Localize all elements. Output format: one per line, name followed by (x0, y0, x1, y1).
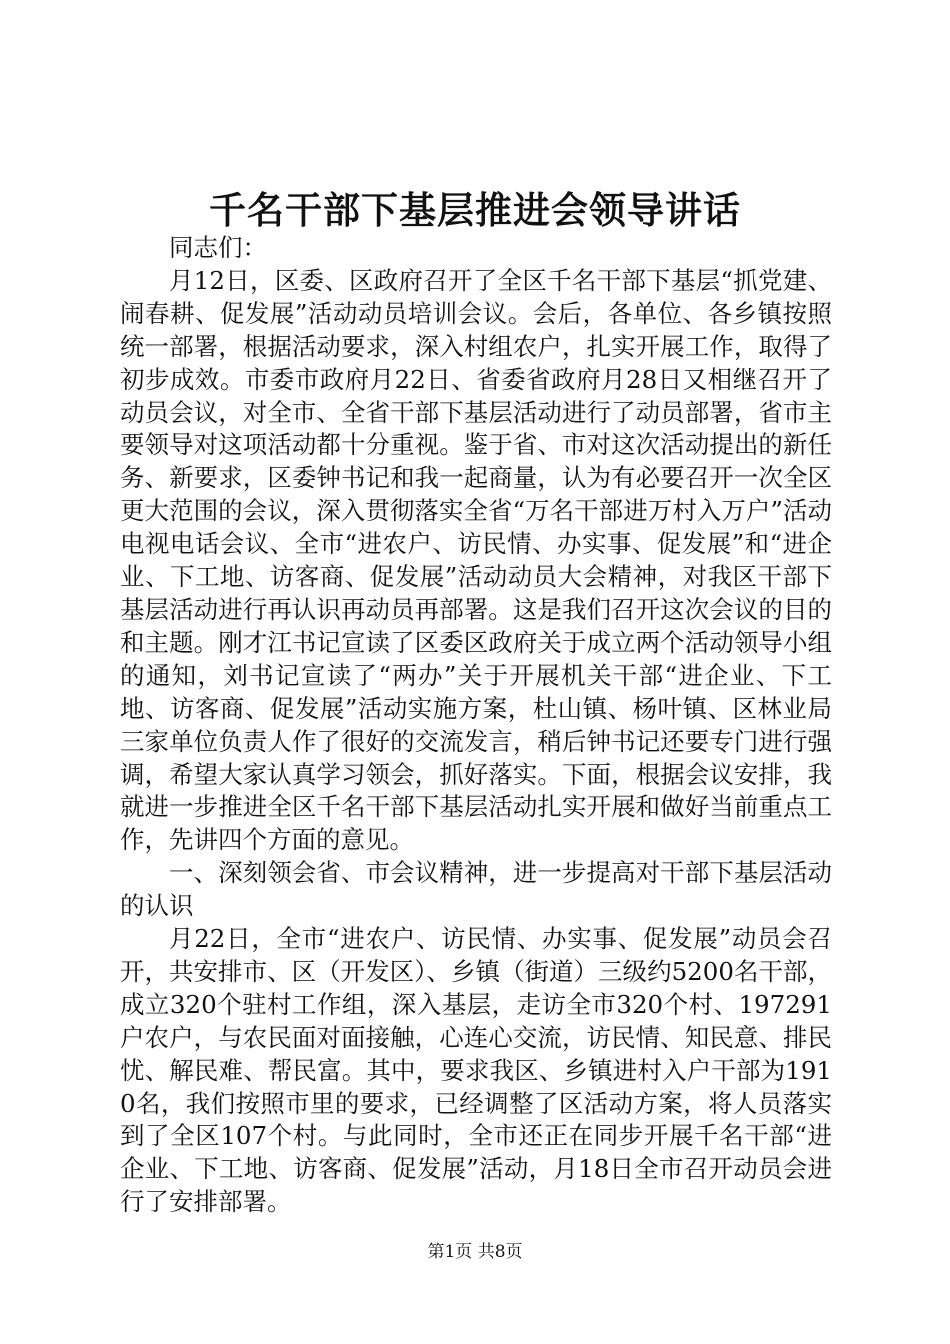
page-footer: 第1页 共8页 (427, 1242, 523, 1262)
document-body (120, 232, 832, 1219)
paragraph-2: 月22日，全市“进农户、访民情、办实事、促发展”动员会召开，共安排市、区（开发区）、乡镇（街道）三级约5200名干部，成立320个驻村工作组，深入基层，走访全市320个村、197291户农户，与农民面对面接触，心连心交流，访民情、知民意、排民忧、解民难、帮民富。其中，要求我区、乡镇进村入户干部为1910名，我们按照市里的要求，已经调整了区活动方案，将人员落实到了全区107个村。与此同时，全市还正在同步开展千名干部“进企业、下工地、访客商、促发展”活动，月18日全市召开动员会进行了安排部署。 (120, 924, 832, 1217)
salutation: 同志们： (169, 233, 267, 262)
section-heading-1: 一、深刻领会省、市会议精神，进一步提高对干部下基层活动的认识 (120, 858, 832, 921)
paragraph-1: 月12日，区委、区政府召开了全区千名干部下基层“抓党建、闹春耕、促发展”活动动员培训会议。会后，各单位、各乡镇按照统一部署，根据活动要求，深入村组农户，扎实开展工作，取得了初步成效。市委市政府月22日、省委省政府月28日又相继召开了动员会议，对全市、全省干部下基层活动进行了动员部署，省市主要领导对这项活动都十分重视。鉴于省、市对这次活动提出的新任务、新要求，区委钟书记和我一起商量，认为有必要召开一次全区更大范围的会议，深入贯彻落实全省“万名干部进万村入万户”活动电视电话会议、全市“进农户、访民情、办实事、促发展”和“进企业、下工地、访客商、促发展”活动动员大会精神，对我区干部下基层活动进行再认识再动员再部署。这是我们召开这次会议的目的和主题。刚才江书记宣读了区委区政府关于成立两个活动领导小组的通知，刘书记宣读了“两办”关于开展机关干部“进企业、下工地、访客商、促发展”活动实施方案，杜山镇、杨叶镇、区林业局三家单位负责人作了很好的交流发言，稍后钟书记还要专门进行强调，希望大家认真学习领会，抓好落实。下面，根据会议安排，我就进一步推进全区千名干部下基层活动扎实开展和做好当前重点工作，先讲四个方面的意见。 (120, 265, 832, 855)
document-title: 千名干部下基层推进会领导讲话 (209, 188, 741, 232)
